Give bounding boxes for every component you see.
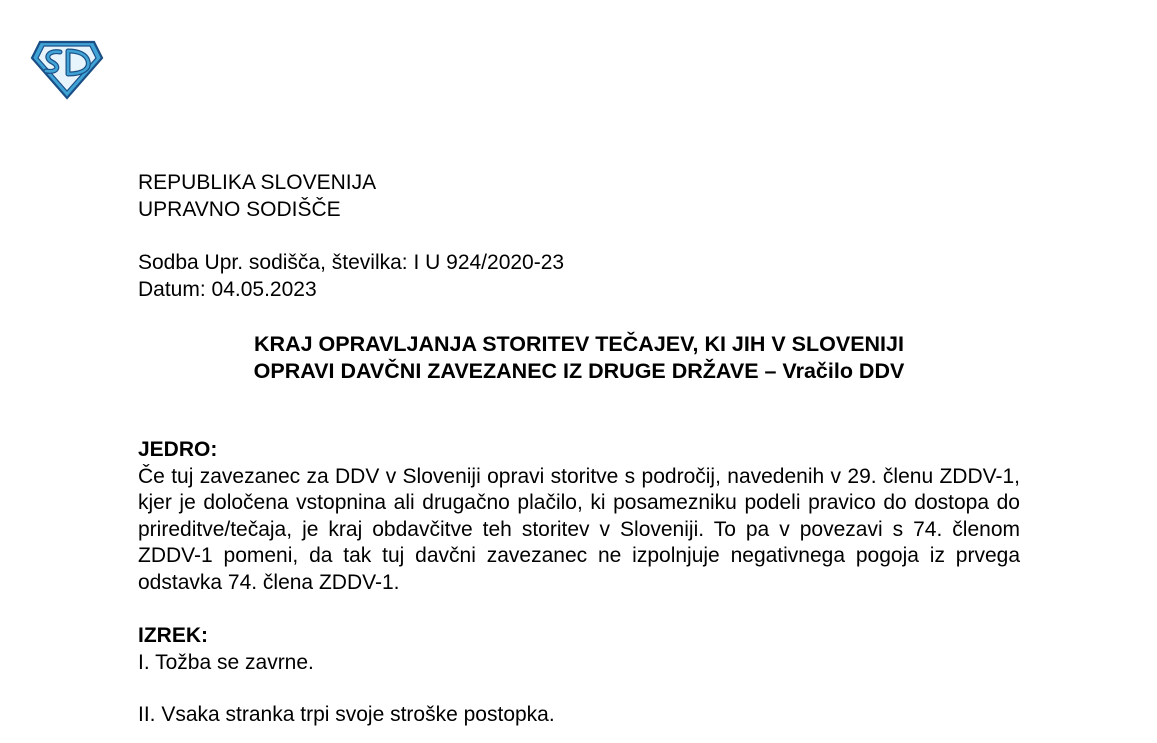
title-line-2: OPRAVI DAVČNI ZAVEZANEC IZ DRUGE DRŽAVE – Vračilo DDV xyxy=(253,359,905,383)
court-header xyxy=(138,170,1020,223)
case-date: Datum: 04.05.2023 xyxy=(138,277,317,301)
document-title xyxy=(138,331,1020,385)
court-name: UPRAVNO SODIŠČE xyxy=(138,197,341,221)
case-number: Sodba Upr. sodišča, številka: I U 924/2020-23 xyxy=(138,251,565,274)
izrek-item-2: II. Vsaka stranka trpi svoje stroške postopka. xyxy=(138,703,555,726)
diamond-logo-icon xyxy=(30,40,104,100)
republic-name: REPUBLIKA SLOVENIJA xyxy=(138,171,377,194)
izrek-section xyxy=(138,623,1020,729)
jedro-heading: JEDRO: xyxy=(138,438,218,461)
title-line-1: KRAJ OPRAVLJANJA STORITEV TEČAJEV, KI JIH V SLOVENIJI xyxy=(254,332,904,356)
document-body xyxy=(138,170,1020,729)
izrek-heading: IZREK: xyxy=(138,624,208,647)
jedro-text: Če tuj zavezanec za DDV v Sloveniji opravi storitve s področij, navedenih v 29. členu ZDDV-1, kjer je določena vstopnina ali drugačno plačilo, ki posamezniku podeli pravico do dostopa do prireditve/tečaja, je kraj obdavčitve teh storitev v Sloveniji. To pa v povezavi s 74. členom ZDDV-1 pomeni, da tak tuj davčni zavezanec ne izpolnjuje negativnega pogoja iz prvega odstavka 74. člena ZDDV-1. xyxy=(138,464,1020,594)
izrek-item-1: I. Tožba se zavrne. xyxy=(138,650,314,674)
case-meta xyxy=(138,250,1020,303)
court-logo xyxy=(30,40,104,100)
jedro-section xyxy=(138,437,1020,596)
